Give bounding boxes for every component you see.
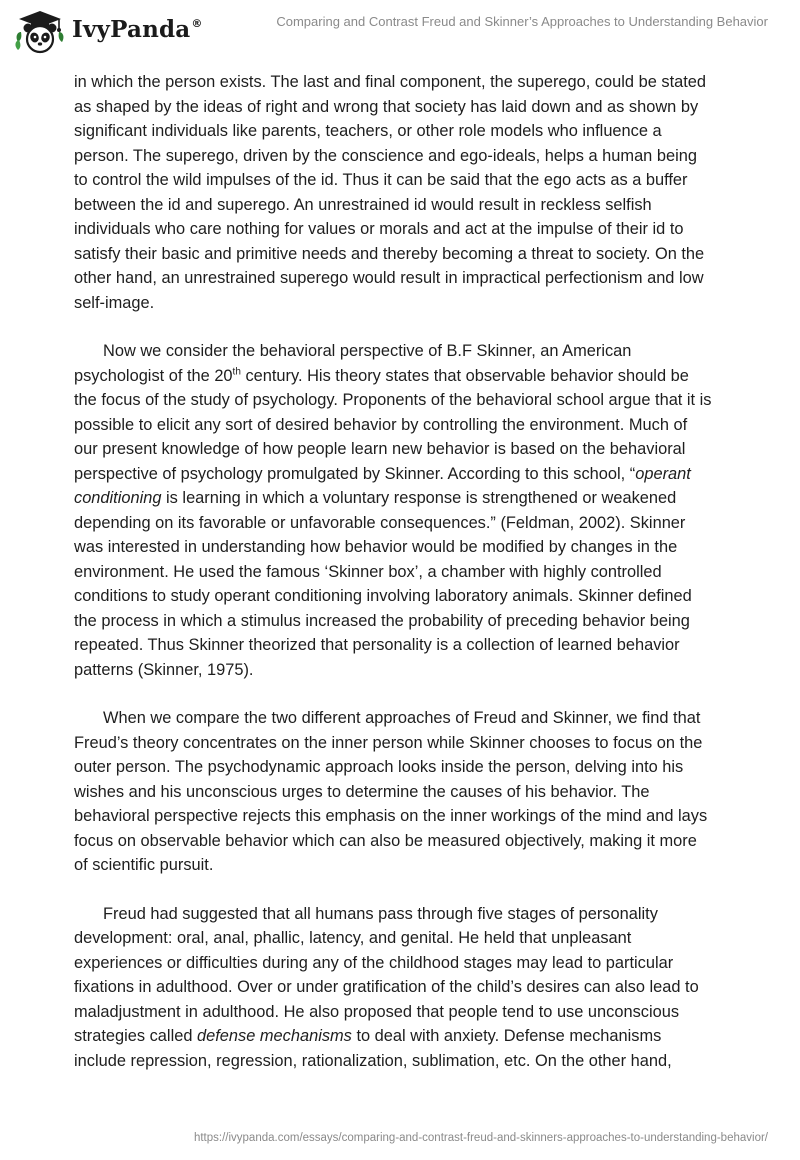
text-line xyxy=(74,144,724,169)
essay-paragraph xyxy=(74,706,724,878)
text-segment: to control the wild impulses of the id. Thus it can be said that the ego acts as a buffer xyxy=(74,171,688,189)
text-segment: satisfy their basic and primitive needs and thereby becoming a threat to society. On the xyxy=(74,244,705,263)
brand-logo[interactable] xyxy=(14,8,203,56)
source-url[interactable]: https://ivypanda.com/essays/comparing-and-contrast-freud-and-skinners-approaches-to-understanding-behavior/ xyxy=(193,1132,768,1144)
text-segment: our present knowledge of how people learn new behavior is based on the behavioral xyxy=(74,440,686,458)
text-segment: environment. He used the famous ‘Skinner box’, a chamber with highly controlled xyxy=(74,562,662,581)
text-segment: Freud had suggested that all humans pass through five stages of personality xyxy=(103,904,658,923)
essay-body xyxy=(74,70,724,1097)
italic-term: conditioning xyxy=(74,489,162,507)
essay-paragraph xyxy=(74,339,724,682)
text-segment: When we compare the two different approaches of Freud and Skinner, we find that xyxy=(103,709,701,727)
text-line xyxy=(74,291,724,316)
text-line xyxy=(74,339,724,364)
text-segment: Freud’s theory concentrates on the inner person while Skinner chooses to focus on the xyxy=(74,733,703,752)
text-segment: in which the person exists. The last and final component, the superego, could be stated xyxy=(74,73,707,91)
text-segment: patterns (Skinner, 1975). xyxy=(74,660,254,679)
text-line xyxy=(74,462,724,487)
brand-registered-mark: ® xyxy=(191,17,203,30)
essay-paragraph xyxy=(74,902,724,1074)
text-line xyxy=(74,217,724,242)
text-segment: of scientific pursuit. xyxy=(74,856,214,874)
text-segment: significant individuals like parents, teachers, or other role models who influence a xyxy=(74,122,662,140)
text-segment: fixations in adulthood. Over or under gratification of the child’s desires can also lead to xyxy=(74,978,699,996)
text-line xyxy=(74,902,724,927)
text-line xyxy=(74,584,724,609)
text-line xyxy=(74,242,724,267)
text-segment: person. The superego, driven by the conscience and ego-ideals, helps a human being xyxy=(74,146,697,165)
text-line xyxy=(74,804,724,829)
text-line xyxy=(74,975,724,1000)
text-segment: the focus of the study of psychology. Proponents of the behavioral school argue that it is xyxy=(74,391,712,409)
text-line xyxy=(74,535,724,560)
text-segment: psychologist of the 20 xyxy=(74,366,233,385)
text-line xyxy=(74,731,724,756)
text-segment: experiences or difficulties during any of the childhood stages may lead to particular xyxy=(74,953,674,972)
text-line xyxy=(74,486,724,511)
text-line xyxy=(74,1024,724,1049)
text-segment: perspective of psychology promulgated by Skinner. According to this school, “ xyxy=(74,464,636,483)
text-segment: self-image. xyxy=(74,293,155,312)
text-segment: include repression, regression, rationalization, sublimation, etc. On the other hand, xyxy=(74,1051,672,1070)
text-line xyxy=(74,1049,724,1074)
text-segment: to deal with anxiety. Defense mechanisms xyxy=(351,1027,662,1045)
text-segment: outer person. The psychodynamic approach looks inside the person, delving into his xyxy=(74,758,684,776)
text-line xyxy=(74,266,724,291)
brand-name-text: IvyPanda xyxy=(72,16,191,43)
text-segment: as shaped by the ideas of right and wrong that society has laid down and as shown by xyxy=(74,97,699,116)
text-line xyxy=(74,633,724,658)
italic-term: defense mechanisms xyxy=(197,1027,352,1045)
text-segment: possible to elicit any sort of desired behavior by controlling the environment. Much of xyxy=(74,415,688,434)
text-segment: individuals who care nothing for values or morals and act at the impulse of their id to xyxy=(74,220,684,238)
text-segment: depending on its favorable or unfavorable consequences.” (Feldman, 2002). Skinner xyxy=(74,513,686,532)
text-segment: repeated. Thus Skinner theorized that personality is a collection of learned behavior xyxy=(74,636,680,654)
text-line xyxy=(74,1000,724,1025)
text-segment: focus on observable behavior which can also be measured objectively, making it more xyxy=(74,831,697,850)
text-segment: is learning in which a voluntary response is strengthened or weakened xyxy=(161,489,677,507)
essay-paragraph xyxy=(74,70,724,315)
text-segment: the process in which a stimulus increased the probability of preceding behavior being xyxy=(74,611,690,630)
text-line xyxy=(74,95,724,120)
brand-name xyxy=(72,6,203,58)
page-header xyxy=(0,0,800,64)
text-segment: Now we consider the behavioral perspective of B.F Skinner, an American xyxy=(103,342,632,360)
text-line xyxy=(74,609,724,634)
document-title: Comparing and Contrast Freud and Skinner’s Approaches to Understanding Behavior xyxy=(276,14,768,29)
panda-graduate-icon xyxy=(14,8,66,56)
text-line xyxy=(74,853,724,878)
text-line xyxy=(74,829,724,854)
text-line xyxy=(74,658,724,683)
text-segment: wishes and his unconscious urges to determine the causes of his behavior. The xyxy=(74,782,650,801)
text-line xyxy=(74,780,724,805)
text-segment: other hand, an unrestrained superego would result in impractical perfectionism and low xyxy=(74,269,704,287)
text-line xyxy=(74,388,724,413)
text-segment: strategies called xyxy=(74,1027,197,1045)
text-segment: behavioral perspective rejects this emphasis on the inner workings of the mind and lays xyxy=(74,807,708,825)
text-line xyxy=(74,364,724,389)
text-segment: century. His theory states that observable behavior should be xyxy=(240,366,689,385)
text-line xyxy=(74,168,724,193)
text-segment: between the id and superego. An unrestrained id would result in reckless selfish xyxy=(74,195,652,214)
text-segment: was interested in understanding how behavior would be modified by changes in the xyxy=(74,538,678,556)
text-segment: maladjustment in adulthood. He also proposed that people tend to use unconscious xyxy=(74,1002,680,1021)
text-line xyxy=(74,560,724,585)
text-line xyxy=(74,755,724,780)
superscript: th xyxy=(232,366,241,378)
text-line xyxy=(74,437,724,462)
text-segment: conditions to study operant conditioning involving laboratory animals. Skinner defined xyxy=(74,587,692,605)
text-line xyxy=(74,951,724,976)
text-line xyxy=(74,511,724,536)
text-line xyxy=(74,926,724,951)
text-line xyxy=(74,193,724,218)
text-line xyxy=(74,706,724,731)
text-line xyxy=(74,70,724,95)
text-line xyxy=(74,413,724,438)
text-line xyxy=(74,119,724,144)
italic-term: operant xyxy=(635,464,691,483)
text-segment: development: oral, anal, phallic, latency, and genital. He held that unpleasant xyxy=(74,929,632,947)
